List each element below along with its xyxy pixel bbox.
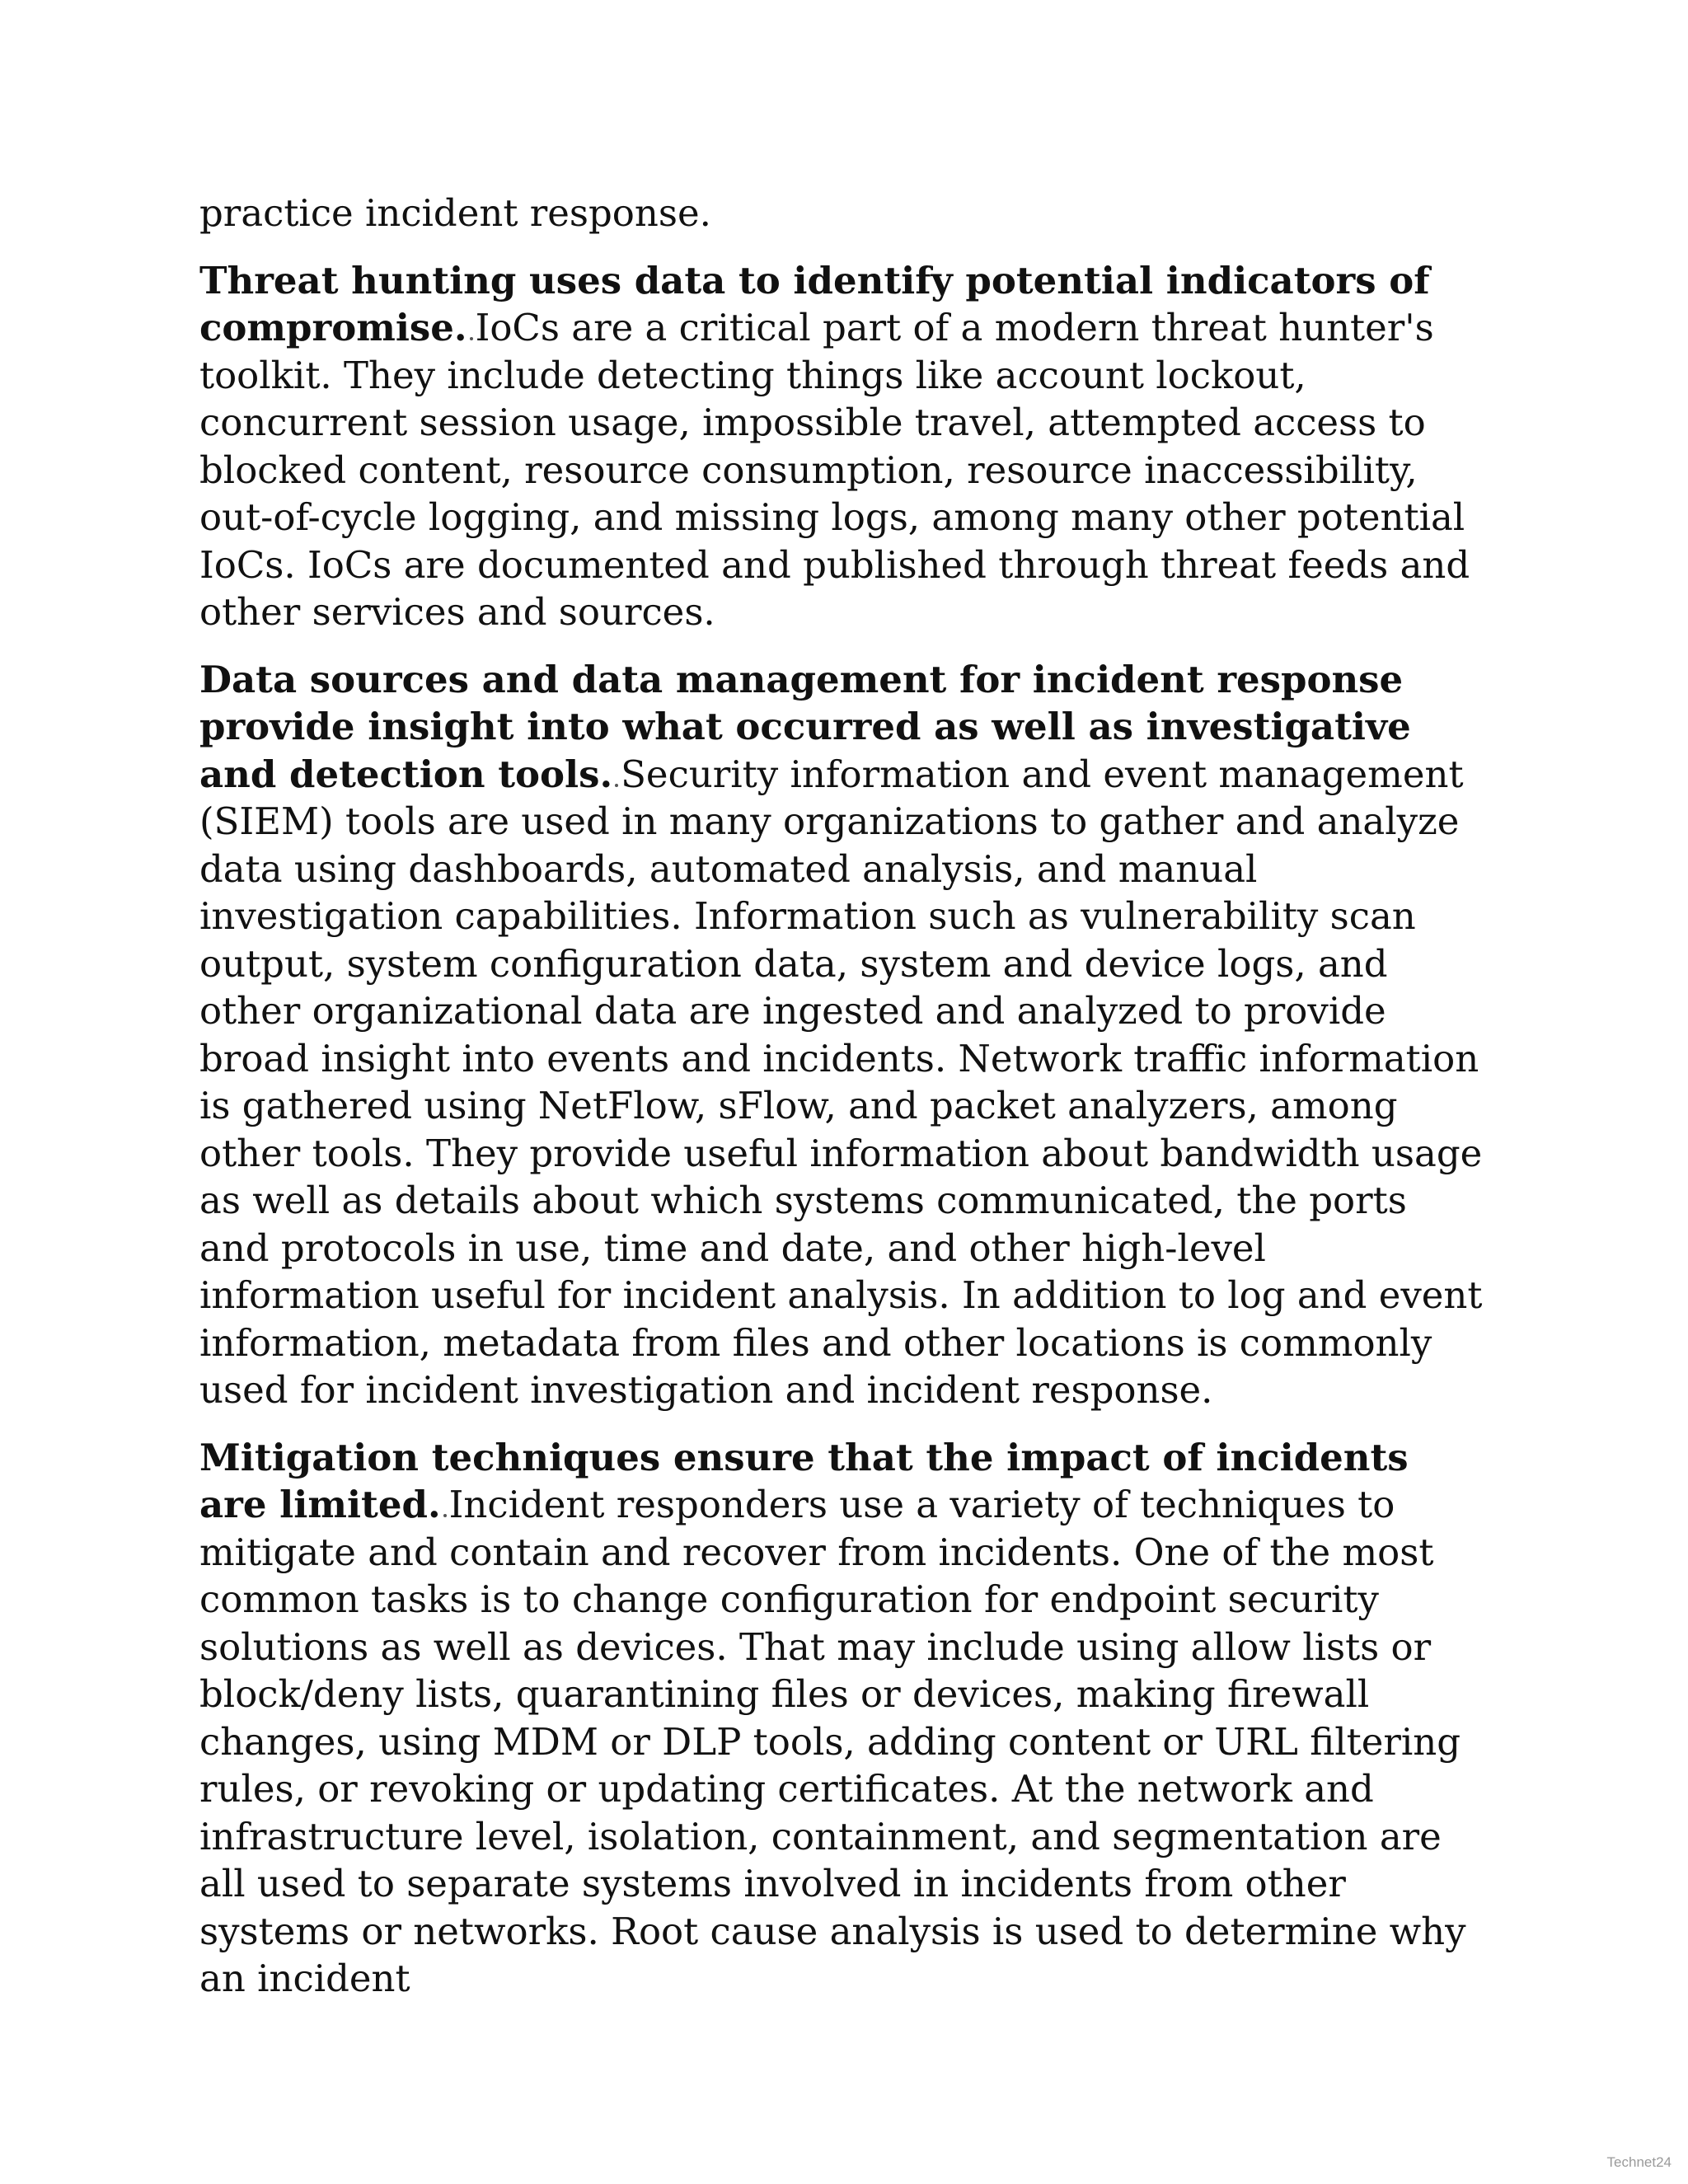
document-body <box>199 190 1485 2022</box>
section-threat-hunting <box>199 257 1485 636</box>
separator-dot-icon <box>615 784 618 787</box>
section-body: IoCs are a critical part of a modern threat hunter's toolkit. They include detecting things like account lockout, concurrent session usage, impossible travel, attempted access to blocked content, resource consumption, resource inaccessibility, out-of-cycle logging, and missing logs, among many other potential IoCs. IoCs are documented and published through threat feeds and other services and sources. <box>199 306 1470 634</box>
separator-dot-icon <box>470 337 473 340</box>
section-heading: Mitigation techniques ensure that the impact of incidents are limited. <box>199 1435 1409 1526</box>
separator-dot-icon <box>443 1514 447 1517</box>
section-data-sources <box>199 656 1485 1414</box>
watermark-label: Technet24 <box>1606 2154 1672 2170</box>
intro-fragment: practice incident response. <box>199 191 711 235</box>
section-body: Security information and event management (SIEM) tools are used in many organizations to gather and analyze data using dashboards, automated analysis, and manual investigation capabilities. Information such as vulnerability scan output, system configuration data, system and device logs, and other organizational data are ingested and analyzed to provide broad insight into events and incidents. Network traffic information is gathered using NetFlow, sFlow, and packet analyzers, among other tools. They provide useful information about bandwidth usage as well as details about which systems communicated, the ports and protocols in use, time and date, and other high-level information useful for incident analysis. In addition to log and event information, metadata from files and other locations is commonly used for incident investigation and incident response. <box>199 752 1483 1412</box>
section-heading: Threat hunting uses data to identify potential indicators of compromise. <box>199 258 1430 349</box>
section-heading: Data sources and data management for incident response provide insight into what occurred as well as investigative and detection tools. <box>199 657 1411 796</box>
section-body: Incident responders use a variety of techniques to mitigate and contain and recover from incidents. One of the most common tasks is to change configuration for endpoint security solutions as well as devices. That may include using allow lists or block/deny lists, quarantining files or devices, making firewall changes, using MDM or DLP tools, adding content or URL filtering rules, or revoking or updating certificates. At the network and infrastructure level, isolation, containment, and segmentation are all used to separate systems involved in incidents from other systems or networks. Root cause analysis is used to determine why an incident <box>199 1483 1466 2000</box>
section-mitigation <box>199 1434 1485 2003</box>
